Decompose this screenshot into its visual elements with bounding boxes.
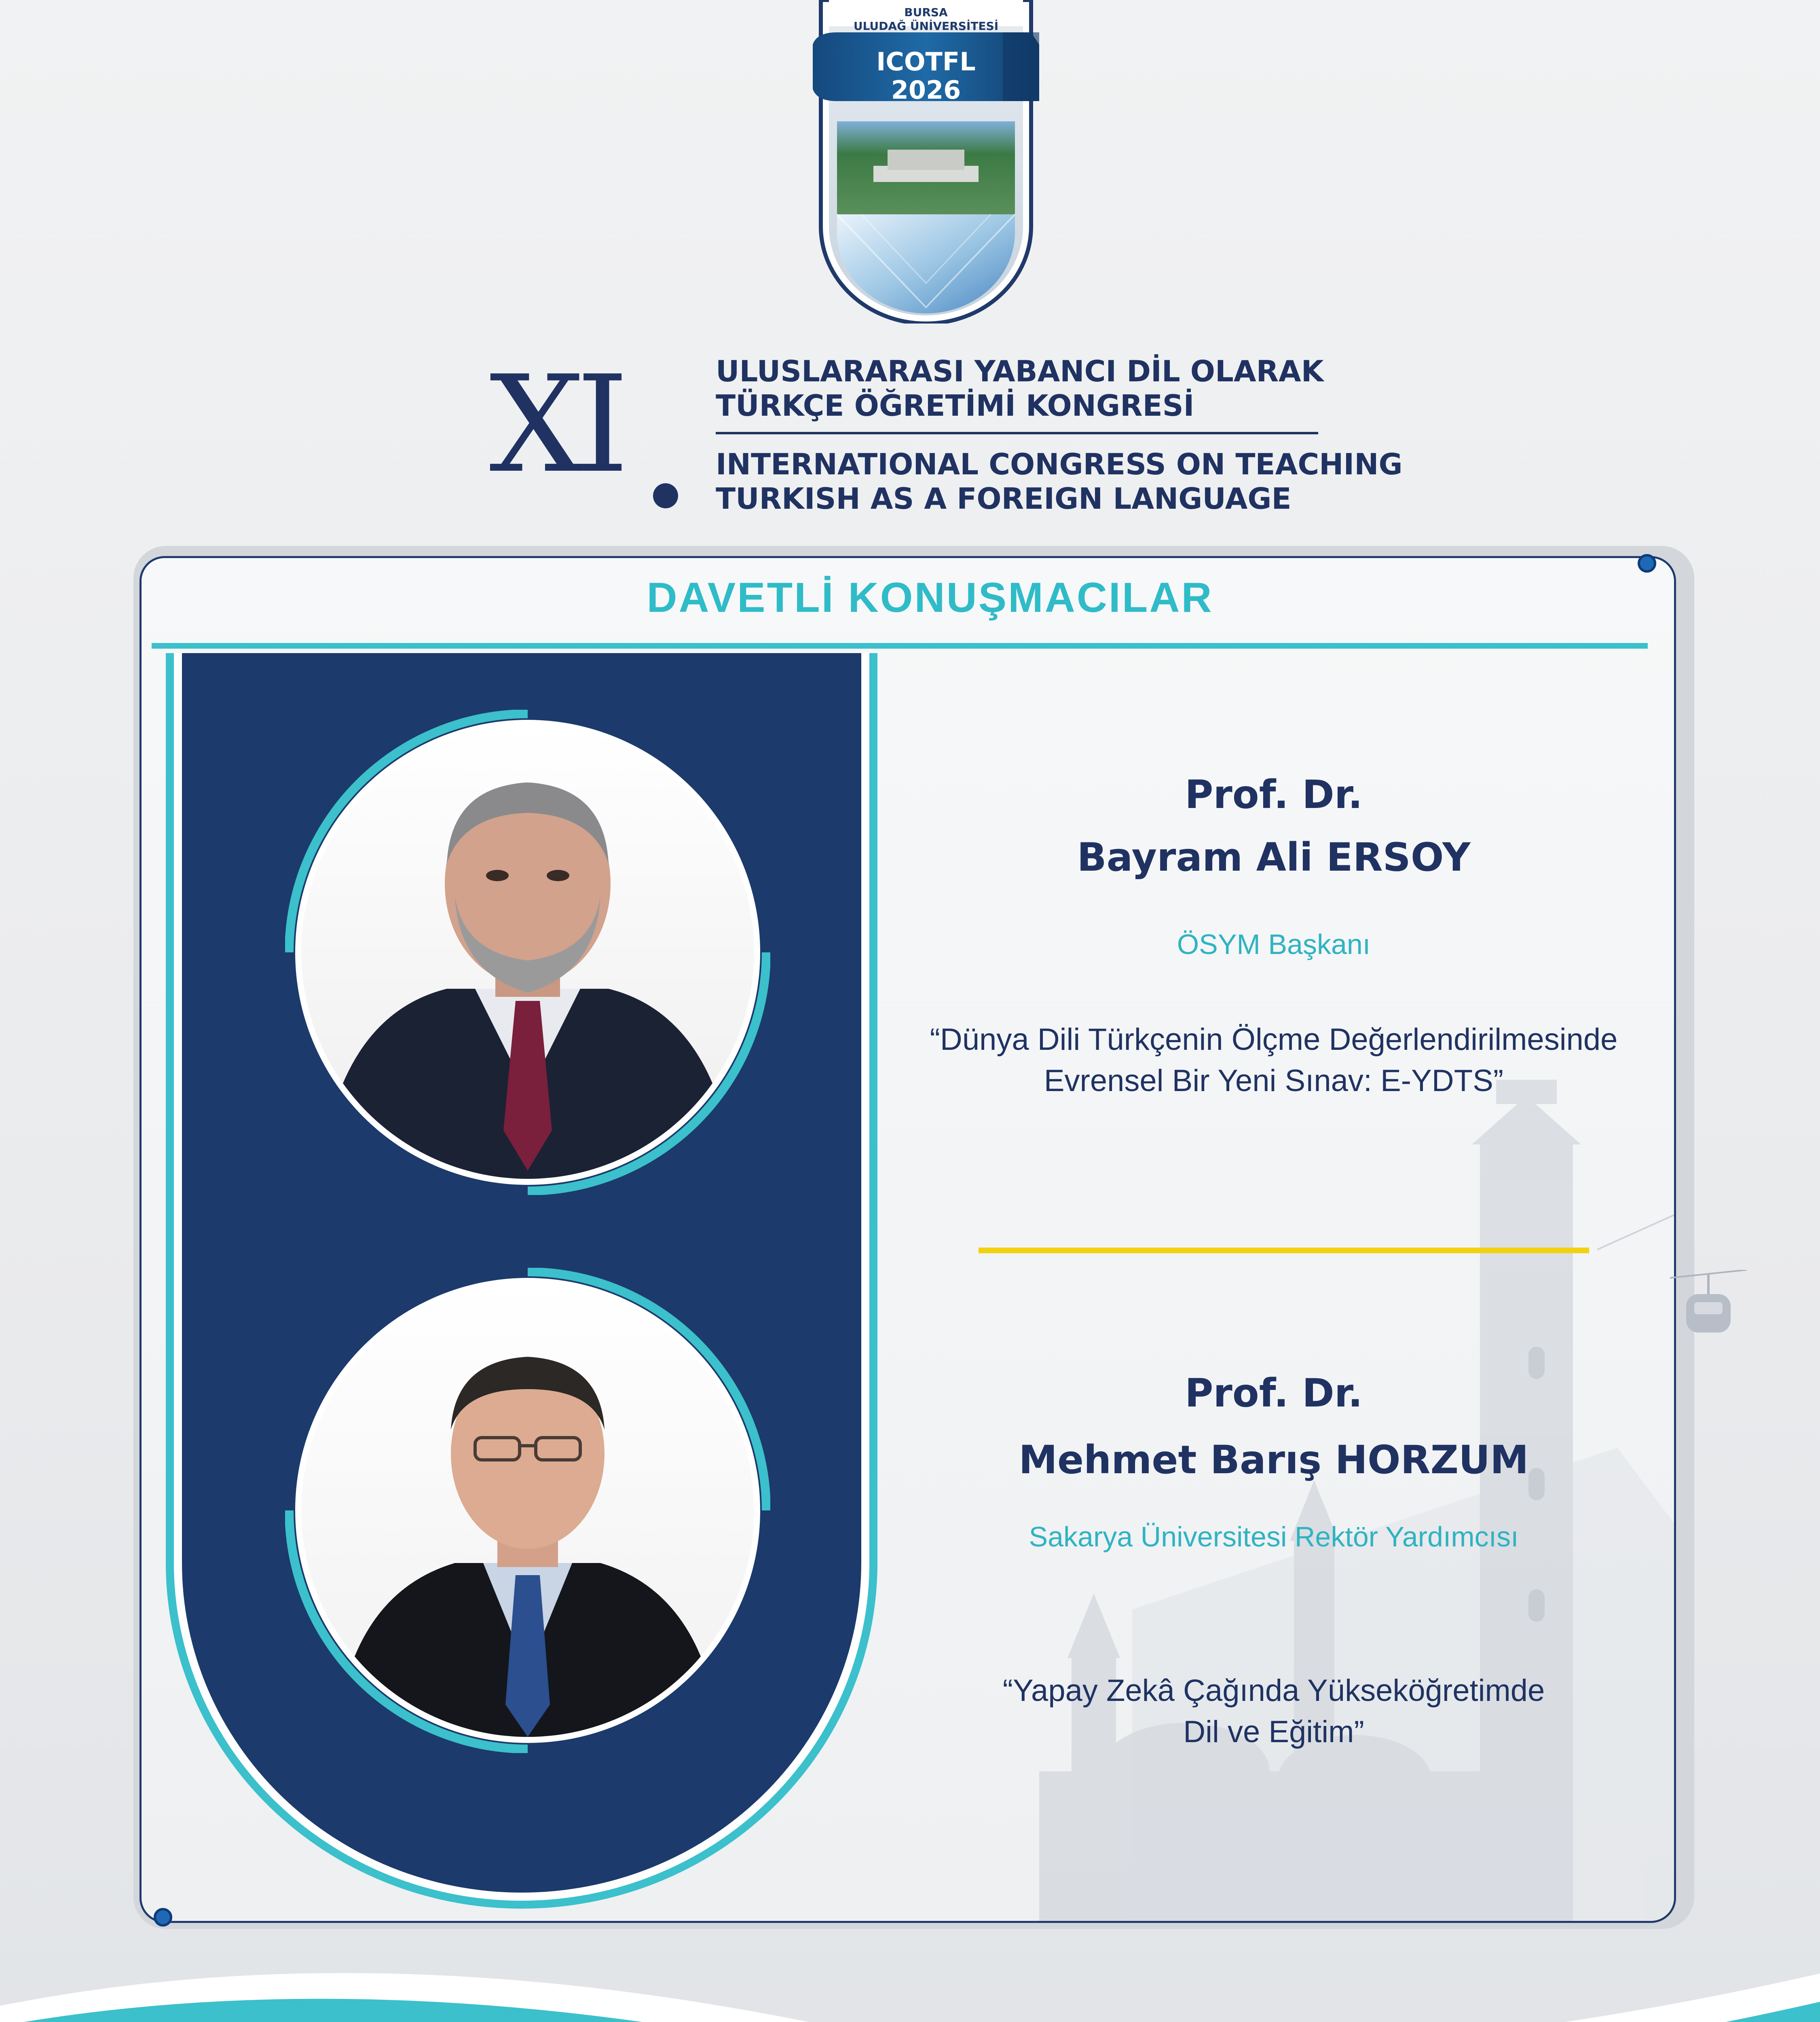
speaker-2-talk-title xyxy=(869,1670,1678,1753)
edition-numeral: XI xyxy=(489,347,621,502)
section-title: DAVETLİ KONUŞMACILAR xyxy=(647,574,1213,621)
speaker-2-talk-line1: “Yapay Zekâ Çağında Yükseköğretimde xyxy=(1002,1673,1545,1708)
title-tr-line2: TÜRKÇE ÖĞRETİMİ KONGRESİ xyxy=(716,389,1194,423)
title-en-line1: INTERNATIONAL CONGRESS ON TEACHING xyxy=(716,447,1403,481)
cable-car-illustration xyxy=(1670,1270,1747,1339)
speaker-1-role: ÖSYM Başkanı xyxy=(1177,929,1371,960)
title-tr-line1: ULUSLARARASI YABANCI DİL OLARAK xyxy=(716,354,1324,388)
badge-university-name: BURSA ULUDAĞ ÜNİVERSİTESİ xyxy=(853,6,999,33)
title-en-line2: TURKISH AS A FOREIGN LANGUAGE xyxy=(716,482,1292,516)
speaker-1-talk-title xyxy=(849,1019,1698,1102)
title-divider xyxy=(716,432,1318,434)
badge-event-name xyxy=(837,48,1015,104)
speaker-1-talk-line2: Evrensel Bir Yeni Sınav: E-YDTS” xyxy=(1044,1064,1504,1098)
speaker-1-photo xyxy=(285,710,770,1195)
edition-dot xyxy=(653,483,678,508)
speaker-2-name: Mehmet Barış HORZUM xyxy=(1019,1437,1529,1483)
speaker-divider xyxy=(979,1248,1589,1253)
badge-event-line1: ICOTFL xyxy=(876,47,976,76)
speaker-1-title: Prof. Dr. xyxy=(1185,772,1363,817)
speaker-1-name: Bayram Ali ERSOY xyxy=(1077,835,1471,880)
speaker-2-photo xyxy=(285,1268,770,1753)
badge-event-line2: 2026 xyxy=(891,75,961,105)
speaker-2-role: Sakarya Üniversitesi Rektör Yardımcısı xyxy=(1029,1521,1519,1552)
footer-wave-band xyxy=(0,1957,1820,2022)
speaker-1-talk-line1: “Dünya Dili Türkçenin Ölçme Değerlendirilmesinde xyxy=(930,1022,1618,1057)
frame-dot-bottom-left xyxy=(154,1908,172,1927)
speaker-2-talk-line2: Dil ve Eğitim” xyxy=(1183,1715,1364,1749)
speaker-2-title: Prof. Dr. xyxy=(1185,1371,1363,1416)
frame-dot-top-right xyxy=(1638,554,1656,573)
section-title-underline xyxy=(152,643,1648,649)
